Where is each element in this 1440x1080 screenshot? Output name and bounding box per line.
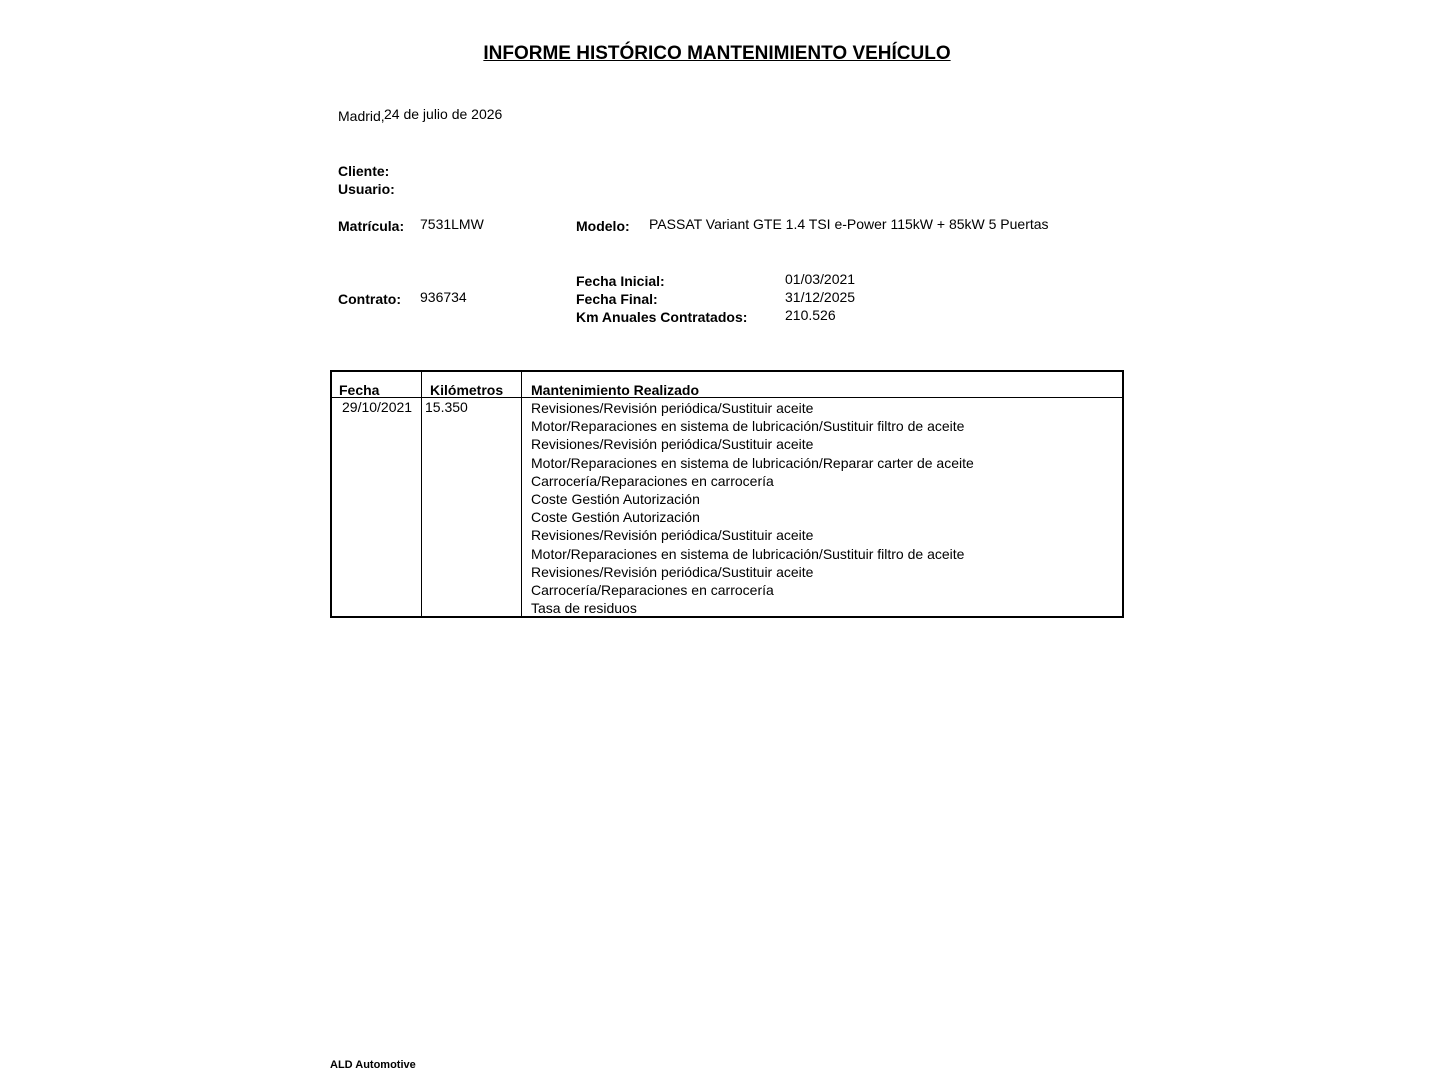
km-anuales-label: Km Anuales Contratados: — [576, 309, 748, 325]
contrato-label: Contrato: — [338, 291, 401, 307]
list-item: Coste Gestión Autorización — [531, 509, 700, 526]
row-fecha: 29/10/2021 — [342, 399, 413, 415]
maintenance-items-list — [531, 399, 974, 617]
list-item: Motor/Reparaciones en sistema de lubricación/Sustituir filtro de aceite — [531, 545, 965, 562]
modelo-value: PASSAT Variant GTE 1.4 TSI e-Power 115kW + 85kW 5 Puertas — [649, 216, 1049, 232]
fecha-inicial-value: 01/03/2021 — [785, 271, 856, 287]
fecha-final-label: Fecha Final: — [576, 291, 658, 307]
list-item: Motor/Reparaciones en sistema de lubricación/Reparar carter de aceite — [531, 454, 974, 471]
row-kilometros: 15.350 — [425, 399, 468, 415]
header-kilometros: Kilómetros — [430, 382, 504, 398]
list-item: Revisiones/Revisión periódica/Sustituir aceite — [531, 400, 814, 416]
cliente-label: Cliente: — [338, 163, 390, 179]
fecha-inicial-label: Fecha Inicial: — [576, 273, 665, 289]
maintenance-table — [330, 370, 1124, 618]
report-place: Madrid, — [338, 108, 385, 124]
list-item: Revisiones/Revisión periódica/Sustituir aceite — [531, 563, 814, 580]
report-date: 24 de julio de 2026 — [384, 106, 503, 122]
list-item: Revisiones/Revisión periódica/Sustituir aceite — [531, 436, 814, 453]
header-fecha: Fecha — [339, 382, 380, 398]
list-item: Revisiones/Revisión periódica/Sustituir aceite — [531, 527, 814, 544]
modelo-label: Modelo: — [576, 218, 630, 234]
footer-company: ALD Automotive — [330, 1059, 416, 1071]
matricula-label: Matrícula: — [338, 218, 405, 234]
column-divider — [421, 372, 422, 616]
list-item: Motor/Reparaciones en sistema de lubricación/Sustituir filtro de aceite — [531, 418, 965, 435]
list-item: Coste Gestión Autorización — [531, 490, 700, 507]
list-item: Tasa de residuos — [531, 600, 637, 617]
km-anuales-value: 210.526 — [785, 307, 836, 323]
column-divider — [521, 372, 522, 616]
list-item: Carrocería/Reparaciones en carrocería — [531, 581, 774, 598]
list-item: Carrocería/Reparaciones en carrocería — [531, 472, 774, 489]
header-mantenimiento: Mantenimiento Realizado — [531, 382, 700, 398]
usuario-label: Usuario: — [338, 181, 395, 197]
contrato-value: 936734 — [420, 289, 467, 305]
fecha-final-value: 31/12/2025 — [785, 289, 856, 305]
report-title: INFORME HISTÓRICO MANTENIMIENTO VEHÍCULO — [483, 43, 951, 64]
matricula-value: 7531LMW — [420, 216, 484, 232]
